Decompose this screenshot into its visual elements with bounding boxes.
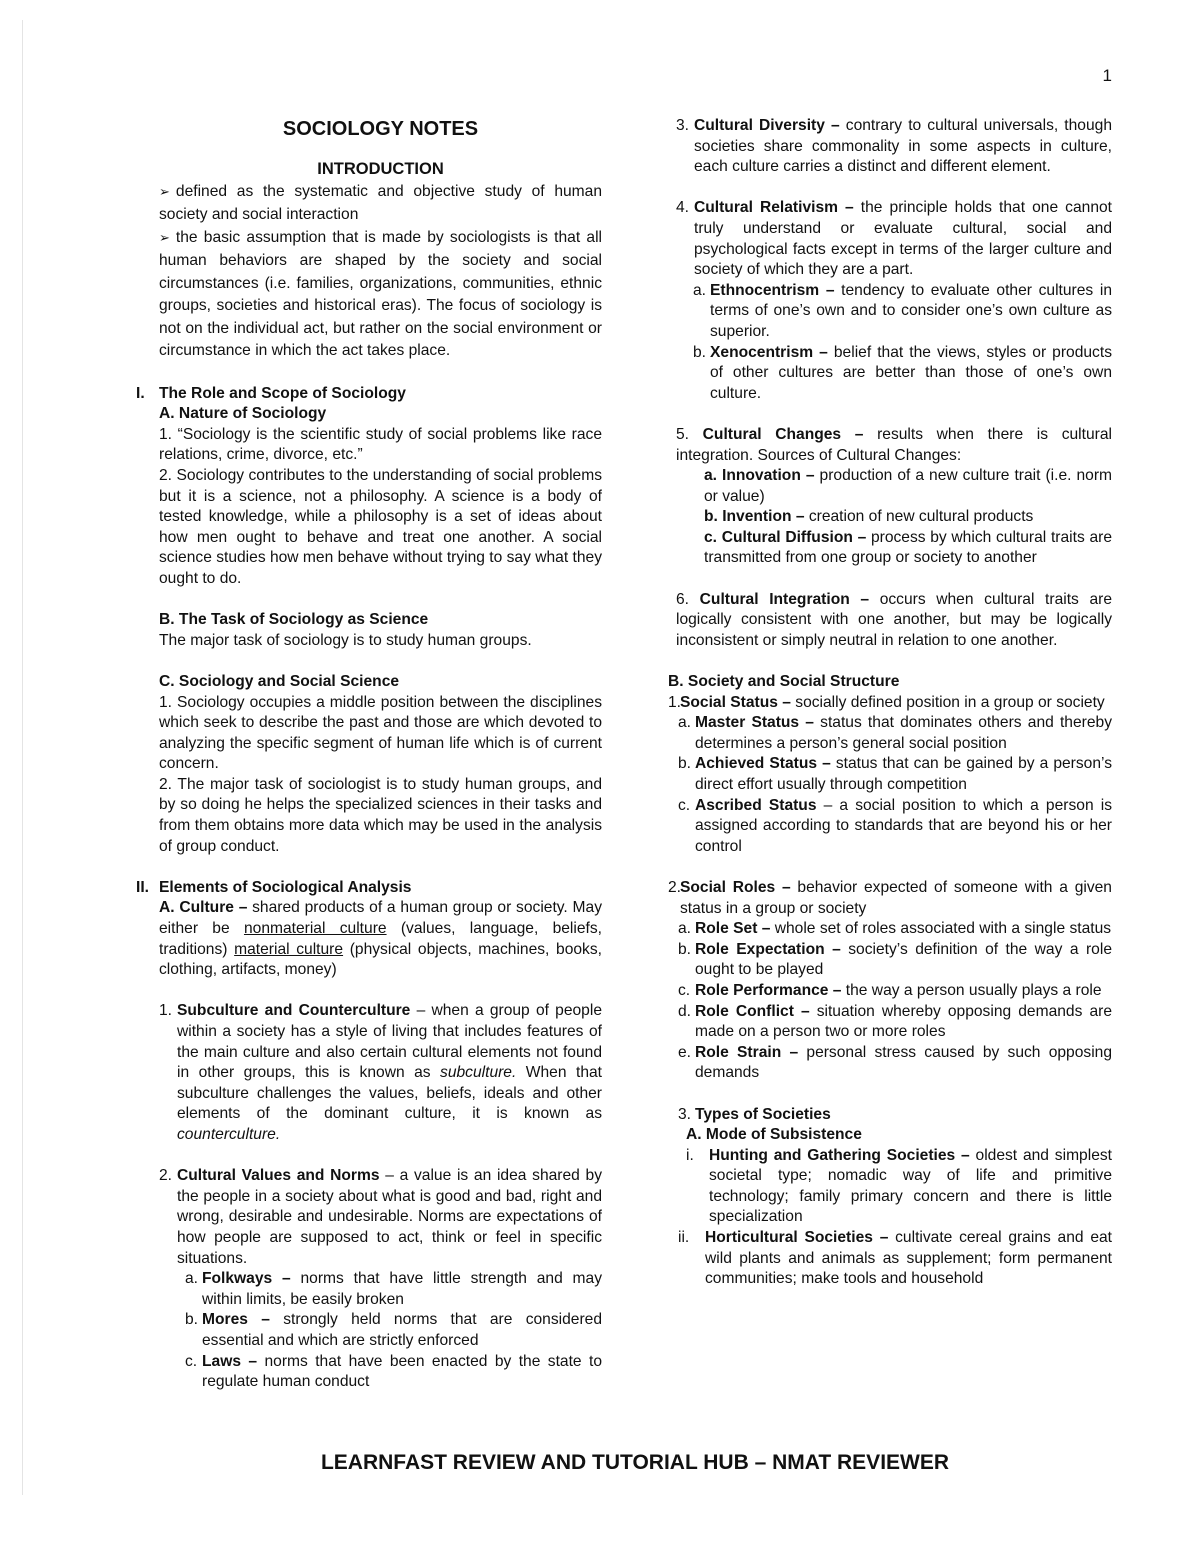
list-item: 1. Subculture and Counterculture – when a group of people within a society has a style of living that includes features of the main culture and also certain cultural elements not found in other groups, this is known as subculture. When that subculture challenges the values, beliefs, ideals and other elements of the dominant culture, it is known as counterculture. xyxy=(159,1002,602,1143)
intro-bullet: ➢ defined as the systematic and objective study of human society and social interaction xyxy=(159,182,602,224)
subsection-heading: A. Nature of Sociology xyxy=(159,405,327,423)
list-item: e. Role Strain – personal stress caused by such opposing demands xyxy=(678,1043,1113,1082)
section-heading: II. Elements of Sociological Analysis xyxy=(136,878,412,896)
list-item: b. Xenocentrism – belief that the views, styles or products of other cultures are better than those of one’s own culture. xyxy=(693,343,1112,402)
subsection-heading: C. Sociology and Social Science xyxy=(159,672,400,690)
list-item: b. Invention – creation of new cultural products xyxy=(704,508,1034,526)
list-item: 3. Types of Societies xyxy=(678,1105,831,1123)
list-item: 4. Cultural Relativism – the principle holds that one cannot truly understand or evaluate cultural, social and psychological facts except in terms of the larger culture and society of which they are a part. xyxy=(676,199,1112,279)
list-item: c. Laws – norms that have been enacted by the state to regulate human conduct xyxy=(185,1352,602,1391)
section-heading: I. The Role and Scope of Sociology xyxy=(136,384,406,402)
paragraph: The major task of sociology is to study human groups. xyxy=(159,631,532,649)
right-column xyxy=(668,116,1113,1290)
list-item: 5. Cultural Changes – results when there is cultural integration. Sources of Cultural Changes: xyxy=(676,425,1112,464)
paragraph: 2. The major task of sociologist is to study human groups, and by so doing he helps the specialized sciences in their tasks and from them obtains more data which may be used in the analysis of group conduct. xyxy=(159,775,602,855)
list-item: a. Ethnocentrism – tendency to evaluate other cultures in terms of one’s own and to consider one’s own culture as superior. xyxy=(693,281,1112,340)
list-item: c. Ascribed Status – a social position to which a person is assigned according to standards that are beyond his or her control xyxy=(678,796,1112,855)
list-item: 6. Cultural Integration – occurs when cultural traits are logically consistent with one another, but may be logically inconsistent or simply neutral in relation to one another. xyxy=(676,590,1112,649)
list-item: 1. Social Status – socially defined position in a group or society xyxy=(668,693,1105,711)
arrow-bullet-icon: ➢ xyxy=(159,184,170,200)
introduction-block xyxy=(159,159,602,363)
subsection-heading: B. Society and Social Structure xyxy=(668,673,900,691)
list-item: b. Role Expectation – society’s definition of the way a role ought to be played xyxy=(678,940,1112,979)
list-item: a. Master Status – status that dominates others and thereby determines a person’s general social position xyxy=(678,714,1112,752)
intro-bullet: ➢ the basic assumption that is made by sociologists is that all human behaviors are shaped by the society and social circumstances (i.e. families, organizations, communities, ethnic groups, societies and historical eras). The focus of sociology is not on the individual act, but rather on the social environment or circumstance in which the act takes place. xyxy=(159,228,602,360)
list-item: 2. Cultural Values and Norms – a value is an idea shared by the people in a society about what is good and bad, right and wrong, desirable and undesirable. Norms are expectations of how people are supposed to act, think or feel in specific situations. xyxy=(159,1167,602,1267)
list-item: 3. Cultural Diversity – contrary to cultural universals, though societies share commonality in some aspects in culture, each culture carries a distinct and different element. xyxy=(676,117,1112,176)
list-item: d. Role Conflict – situation whereby opposing demands are made on a person two or more roles xyxy=(678,1002,1112,1041)
paragraph: 2. Sociology contributes to the understanding of social problems but it is a science, not a philosophy. A science is a body of tested knowledge, while a philosophy is a set of ideas about how men ought to behave and treat one another. A social science studies how men behave without trying to say what they ought to do. xyxy=(159,466,602,587)
page-number: 1 xyxy=(1102,66,1112,85)
list-item: 2. Social Roles – behavior expected of someone with a given status in a group or society xyxy=(668,878,1112,917)
document-title: SOCIOLOGY NOTES xyxy=(282,118,479,140)
culture-definition: A. Culture – shared products of a human group or society. May either be nonmaterial culture (values, language, beliefs, traditions) material culture (physical objects, machines, books, clothing, artifacts, money) xyxy=(159,899,602,979)
page-footer: LEARNFAST REVIEW AND TUTORIAL HUB – NMAT REVIEWER xyxy=(320,1451,950,1474)
list-item: a. Innovation – production of a new culture trait (i.e. norm or value) xyxy=(704,467,1113,505)
list-item: i. Hunting and Gathering Societies – oldest and simplest societal type; nomadic way of life and primitive technology; family primary concern and there is little specialization xyxy=(686,1146,1112,1226)
introduction-heading: INTRODUCTION xyxy=(317,160,444,178)
list-item: a. Folkways – norms that have little strength and may within limits, be easily broken xyxy=(185,1270,602,1308)
list-item: b. Achieved Status – status that can be gained by a person’s direct effort usually through competition xyxy=(678,755,1112,793)
subsection-heading: B. The Task of Sociology as Science xyxy=(159,611,429,629)
list-item: c. Cultural Diffusion – process by which cultural traits are transmitted from one group or society to another xyxy=(704,528,1112,567)
paragraph: 1. “Sociology is the scientific study of social problems like race relations, crime, divorce, etc.” xyxy=(159,425,602,464)
list-item: c. Role Performance – the way a person usually plays a role xyxy=(678,981,1102,999)
subsection-heading: A. Mode of Subsistence xyxy=(686,1126,862,1144)
paragraph: 1. Sociology occupies a middle position between the disciplines which seek to describe the past and those are which devoted to analyzing the specific segment of human life which is of current concern. xyxy=(159,693,602,773)
list-item: b. Mores – strongly held norms that are considered essential and which are strictly enforced xyxy=(185,1311,602,1349)
list-item: a. Role Set – whole set of roles associated with a single status xyxy=(678,920,1112,938)
page-edge-line xyxy=(22,20,23,1495)
arrow-bullet-icon: ➢ xyxy=(159,230,170,246)
list-item: ii. Horticultural Societies – cultivate cereal grains and eat wild plants and animals as supplement; form permanent communities; make tools and household xyxy=(678,1229,1113,1288)
left-column xyxy=(136,116,602,1393)
